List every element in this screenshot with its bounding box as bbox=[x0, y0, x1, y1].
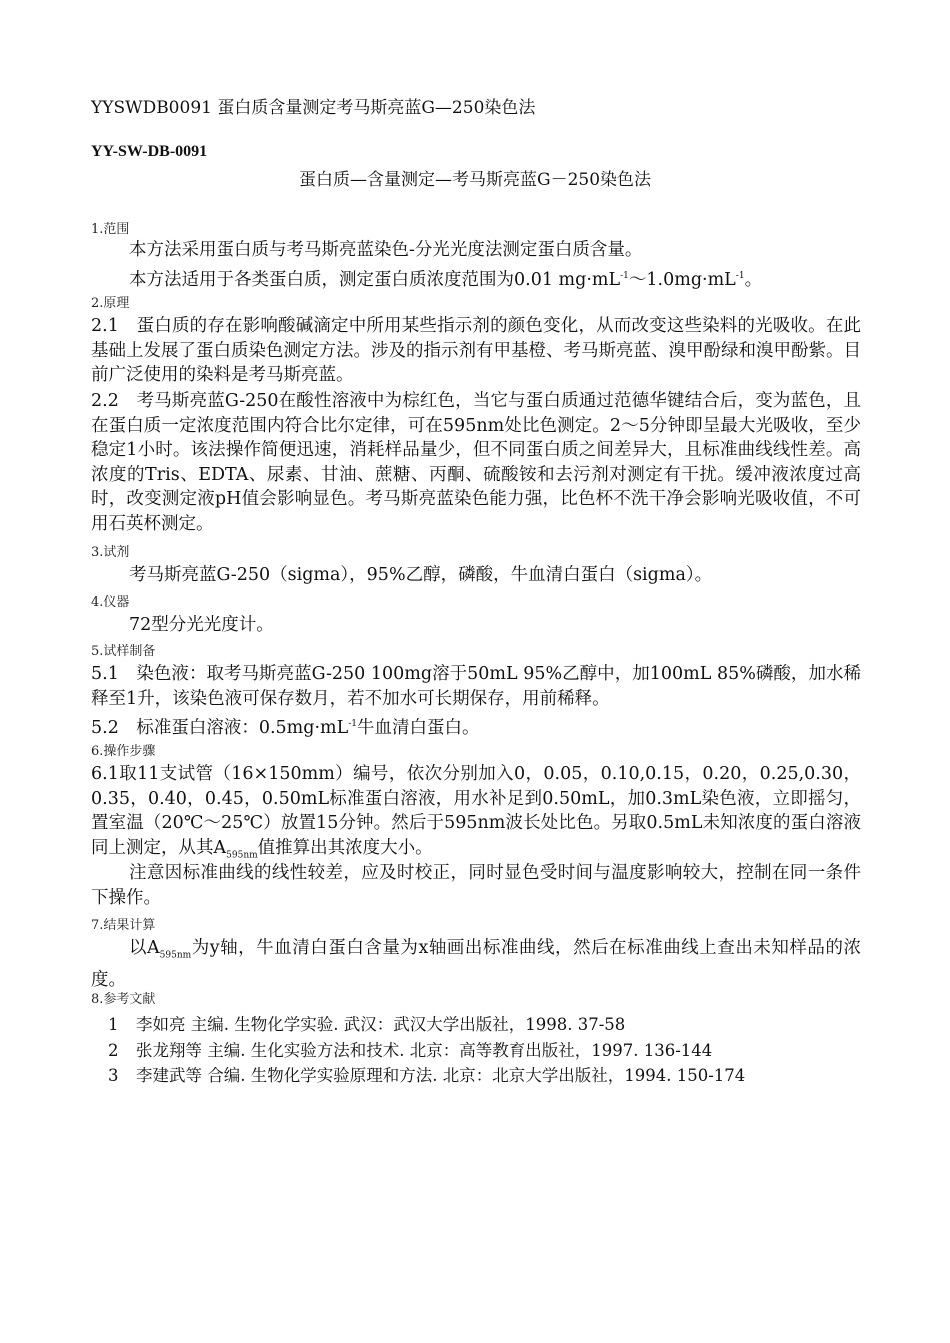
reagents-paragraph: 考马斯亮蓝G-250（sigma），95%乙醇，磷酸，牛血清白蛋白（sigma）。 bbox=[129, 565, 713, 585]
standard-solution-text-a: 5.2 标准蛋白溶液：0.5mg·mL bbox=[91, 717, 349, 738]
procedure-text-a: 6.1取11支试管（16×150mm）编号，依次分别加入0，0.05，0.10,0.15，0.20，0.25,0.30，0.35，0.40，0.45，0.50mL标准蛋白溶液，用水补足到0.50mL，加0.3mL染色液，立即摇匀，置室温（20℃～25℃）放置15分钟。然后于595nm波长处比色。另取0.5mL未知浓度的蛋白溶液同上测定，从其A bbox=[91, 764, 861, 858]
calculation-text-a: 以A bbox=[129, 938, 160, 958]
sample-prep-paragraph-2 bbox=[91, 712, 861, 740]
scope-range-text-c: 。 bbox=[744, 269, 763, 290]
reference-text: 李如亮 主编. 生物化学实验. 武汉：武汉大学出版社，1998. 37-58 bbox=[136, 1015, 626, 1034]
instruments-paragraph: 72型分光光度计。 bbox=[129, 615, 274, 635]
calculation-paragraph bbox=[91, 936, 861, 993]
unit-superscript: -1 bbox=[620, 271, 629, 281]
scope-range-text-a: 本方法适用于各类蛋白质，测定蛋白质浓度范围为0.01 mg·mL bbox=[129, 269, 621, 290]
section-heading-sample-prep: 5.试样制备 bbox=[91, 644, 156, 659]
procedure-paragraph-2: 注意因标准曲线的线性较差，应及时校正，同时显色受时间与温度影响较大，控制在同一条件下操作。 bbox=[91, 863, 861, 908]
unit-superscript: -1 bbox=[735, 271, 745, 281]
sample-prep-paragraph-1: 5.1 染色液：取考马斯亮蓝G-250 100mg溶于50mL 95%乙醇中，加100mL 85%磷酸，加水稀释至1升，该染色液可保存数月，若不加水可长期保存，用前稀释。 bbox=[91, 664, 861, 709]
reference-item bbox=[108, 1037, 712, 1061]
wavelength-subscript: 595nm bbox=[226, 850, 258, 860]
reference-item bbox=[108, 1011, 625, 1035]
procedure-text-b: 值推算出其浓度大小。 bbox=[257, 837, 433, 858]
scope-paragraph-1: 本方法采用蛋白质与考马斯亮蓝染色-分光光度法测定蛋白质含量。 bbox=[129, 240, 643, 260]
procedure-paragraph-1 bbox=[91, 762, 861, 868]
reference-text: 张龙翔等 主编. 生化实验方法和技术. 北京：高等教育出版社，1997. 136-144 bbox=[136, 1041, 713, 1060]
scope-paragraph-2 bbox=[91, 264, 861, 292]
scope-range-text-b: ～1.0mg·mL bbox=[628, 269, 736, 290]
section-heading-scope: 1.范围 bbox=[91, 222, 130, 237]
section-heading-principle: 2.原理 bbox=[91, 296, 130, 311]
reference-text: 李建武等 合编. 生物化学实验原理和方法. 北京：北京大学出版社，1994. 150-174 bbox=[136, 1066, 746, 1085]
section-heading-procedure: 6.操作步骤 bbox=[91, 744, 156, 759]
principle-paragraph-1: 2.1 蛋白质的存在影响酸碱滴定中所用某些指示剂的颜色变化，从而改变这些染料的光吸收。在此基础上发展了蛋白质染色测定方法。涉及的指示剂有甲基橙、考马斯亮蓝、溴甲酚绿和溴甲酚紫。目前广泛使用的染料是考马斯亮蓝。 bbox=[91, 316, 861, 385]
calculation-text-b: 为y轴，牛血清白蛋白含量为x轴画出标准曲线，然后在标准曲线上查出未知样品的浓度。 bbox=[91, 938, 861, 990]
reference-number: 2 bbox=[108, 1041, 119, 1060]
wavelength-subscript: 595nm bbox=[159, 950, 192, 961]
reference-number: 3 bbox=[108, 1066, 119, 1085]
document-header-title: YYSWDB0091 蛋白质含量测定考马斯亮蓝G—250染色法 bbox=[91, 98, 536, 118]
section-heading-reagents: 3.试剂 bbox=[91, 545, 130, 560]
standard-solution-text-b: 牛血清白蛋白。 bbox=[357, 717, 480, 738]
section-heading-instruments: 4.仪器 bbox=[91, 595, 130, 610]
section-heading-calculation: 7.结果计算 bbox=[91, 918, 156, 933]
document-subtitle: 蛋白质—含量测定—考马斯亮蓝G－250染色法 bbox=[298, 170, 652, 190]
principle-paragraph-2: 2.2 考马斯亮蓝G-250在酸性溶液中为棕红色，当它与蛋白质通过范德华键结合后，变为蓝色，且在蛋白质一定浓度范围内符合比尔定律，可在595nm处比色测定。2～5分钟即呈最大光吸收，至少稳定1小时。该法操作简便迅速，消耗样品量少，但不同蛋白质之间差异大，且标准曲线线性差。高浓度的Tris、EDTA、尿素、甘油、蔗糖、丙酮、硫酸铵和去污剂对测定有干扰。缓冲液浓度过高时，改变测定液pH值会影响显色。考马斯亮蓝染色能力强，比色杯不洗干净会影响光吸收值，不可用石英杯测定。 bbox=[91, 391, 861, 534]
section-heading-references: 8.参考文献 bbox=[91, 992, 156, 1007]
document-code: YY-SW-DB-0091 bbox=[91, 143, 208, 160]
reference-item bbox=[108, 1062, 745, 1086]
reference-number: 1 bbox=[108, 1015, 119, 1034]
unit-superscript: -1 bbox=[348, 719, 358, 729]
